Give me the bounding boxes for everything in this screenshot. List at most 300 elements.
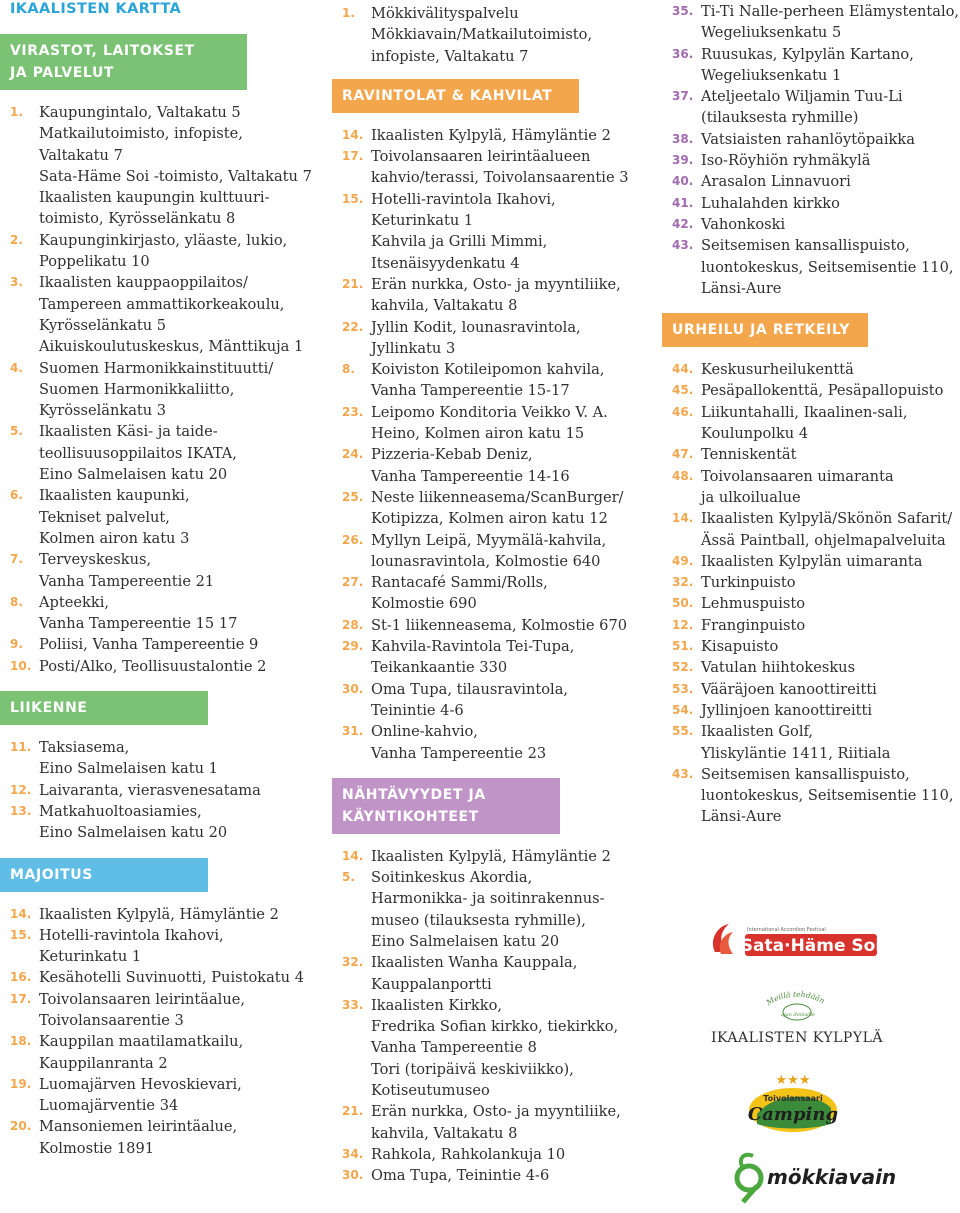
item-line: Kolmostie 690 — [371, 595, 477, 613]
item-line: Turkinpuisto — [701, 574, 796, 592]
item-line: Eino Salmelaisen katu 20 — [39, 466, 228, 484]
item-number: 14. — [342, 127, 364, 142]
list-item — [332, 846, 662, 867]
list-item — [662, 380, 960, 401]
list-item — [332, 679, 662, 722]
item-text — [39, 102, 325, 230]
list-item — [662, 359, 960, 380]
item-line: toimisto, Kyrösselänkatu 8 — [39, 210, 236, 228]
section — [332, 79, 662, 764]
item-text — [371, 615, 662, 636]
camping-top-text: Toivolansaari — [763, 1094, 823, 1103]
item-line: Länsi-Aure — [701, 279, 782, 297]
item-number: 3. — [10, 275, 23, 290]
section-header — [332, 778, 560, 834]
item-number: 9. — [10, 637, 23, 652]
item-text — [371, 1165, 662, 1186]
list-item — [662, 171, 960, 192]
item-text — [39, 230, 325, 273]
list-item — [0, 801, 325, 844]
item-number: 21. — [342, 1104, 364, 1119]
item-number: 50. — [672, 596, 694, 611]
section-header-line: LIIKENNE — [10, 700, 88, 717]
item-text — [701, 193, 960, 214]
item-line: Aikuiskoulutuskeskus, Mänttikuja 1 — [39, 338, 304, 356]
item-line: Kotiseutumuseo — [371, 1082, 490, 1100]
item-number: 15. — [342, 191, 364, 206]
item-line: Ikaalisten Käsi- ja taide- — [39, 423, 218, 441]
item-number: 27. — [342, 575, 364, 590]
sata-hame-soi-logo — [705, 918, 885, 960]
item-line: Eino Salmelaisen katu 20 — [371, 932, 560, 950]
item-line: Kesähotelli Suvinuotti, Puistokatu 4 — [39, 969, 304, 987]
list-item — [662, 700, 960, 721]
item-line: Arasalon Linnavuori — [701, 173, 851, 191]
item-line: Kahvila ja Grilli Mimmi, — [371, 233, 548, 251]
item-text — [39, 272, 325, 357]
svg-text:Meillä tehdään — [764, 990, 827, 1008]
item-text — [39, 925, 325, 968]
list-item — [332, 487, 662, 530]
item-line: Harmonikka- ja soitinrakennus- — [371, 890, 605, 908]
item-line: (tilauksesta ryhmille) — [701, 109, 859, 127]
item-text — [701, 636, 960, 657]
camping-stars: ★★★ — [775, 1073, 811, 1088]
list-item — [332, 317, 662, 360]
item-line: Mökkivälityspalvelu — [371, 5, 519, 22]
item-line: Länsi-Aure — [701, 808, 782, 826]
column-2 — [332, 3, 662, 1187]
item-text — [701, 593, 960, 614]
list-item — [662, 572, 960, 593]
item-line: Kyrösselänkatu 3 — [39, 402, 167, 420]
item-text — [701, 721, 960, 764]
item-line: Terveyskeskus, — [39, 551, 152, 569]
item-number: 14. — [10, 906, 32, 921]
list-item — [662, 593, 960, 614]
item-number: 28. — [342, 617, 364, 632]
column-3 — [662, 1, 960, 828]
item-line: Vanha Tampereentie 8 — [371, 1039, 537, 1057]
list-item — [0, 1116, 325, 1159]
item-line: Seitsemisen kansallispuisto, — [701, 237, 910, 255]
item-line: Hotelli-ravintola Ikahovi, — [39, 926, 224, 944]
item-number: 8. — [10, 594, 23, 609]
item-number: 17. — [342, 149, 364, 164]
item-line: Tenniskentät — [701, 446, 797, 464]
item-line: Iso-Röyhiön ryhmäkylä — [701, 152, 871, 170]
list-item — [0, 634, 325, 655]
item-number: 40. — [672, 174, 694, 189]
list-item — [662, 129, 960, 150]
item-line: Kaupunginkirjasto, yläaste, lukio, — [39, 231, 288, 249]
item-text — [701, 44, 960, 87]
item-number: 19. — [10, 1076, 32, 1091]
kylpyla-arc-text: Meillä tehdään — [764, 989, 827, 1008]
item-line: Liikuntahalli, Ikaalinen-sali, — [701, 403, 908, 421]
section-header — [0, 691, 208, 725]
item-number: 33. — [342, 997, 364, 1012]
item-line: Kyrösselänkatu 5 — [39, 316, 167, 334]
list-item — [332, 721, 662, 764]
list-item — [332, 530, 662, 573]
item-line: St-1 liikenneasema, Kolmostie 670 — [371, 616, 628, 634]
section — [332, 778, 662, 1187]
item-number: 6. — [10, 488, 23, 503]
item-number: 43. — [672, 766, 694, 781]
item-text — [39, 421, 325, 485]
item-text — [371, 530, 662, 573]
item-text — [701, 508, 960, 551]
list-item — [0, 737, 325, 780]
section-header-line: RAVINTOLAT & KAHVILAT — [342, 87, 553, 104]
item-line: Kaupungintalo, Valtakatu 5 — [39, 104, 241, 121]
item-line: Itsenäisyydenkatu 4 — [371, 254, 520, 272]
item-text — [371, 146, 662, 189]
item-text — [371, 572, 662, 615]
item-number: 53. — [672, 681, 694, 696]
item-line: Vatulan hiihtokeskus — [701, 659, 856, 677]
item-text — [371, 444, 662, 487]
item-line: Ikaalisten kaupungin kulttuuri- — [39, 189, 270, 207]
mokkiavain-text: mökkiavain — [767, 1165, 897, 1189]
item-line: Jyllinjoen kanoottireitti — [701, 701, 873, 719]
item-text — [701, 764, 960, 828]
item-line: Kotipizza, Kolmen airon katu 12 — [371, 510, 608, 528]
item-number: 46. — [672, 404, 694, 419]
item-line: Vanha Tampereentie 15-17 — [371, 382, 570, 400]
item-text — [701, 235, 960, 299]
item-line: Wegeliuksenkatu 1 — [701, 66, 842, 84]
item-line: Seitsemisen kansallispuisto, — [701, 765, 910, 783]
item-number: 22. — [342, 319, 364, 334]
mokkiavain-logo — [733, 1150, 897, 1206]
item-text — [701, 444, 960, 465]
item-text — [39, 634, 325, 655]
section-header — [0, 858, 208, 892]
item-number: 1. — [342, 6, 355, 20]
list-item — [332, 867, 662, 952]
item-line: Matkahuoltoasiamies, — [39, 802, 202, 820]
item-line: Fredrika Sofian kirkko, tiekirkko, — [371, 1018, 619, 1036]
item-text — [371, 846, 662, 867]
section — [332, 3, 662, 67]
item-number: 26. — [342, 532, 364, 547]
item-number: 15. — [10, 927, 32, 942]
sata-hame-soi-small-text: International Accordion Festival — [747, 927, 826, 933]
list-item — [662, 444, 960, 465]
item-number: 14. — [342, 848, 364, 863]
item-line: Pesäpallokenttä, Pesäpallopuisto — [701, 382, 944, 400]
item-line: Oma Tupa, Teinintie 4-6 — [371, 1167, 550, 1185]
item-text — [371, 1101, 662, 1144]
item-text — [701, 615, 960, 636]
item-text — [371, 125, 662, 146]
item-line: Ässä Paintball, ohjelmapalveluita — [701, 531, 946, 549]
item-line: Vanha Tampereentie 14-16 — [371, 467, 570, 485]
item-line: Hotelli-ravintola Ikahovi, — [371, 190, 556, 208]
item-text — [701, 129, 960, 150]
item-text — [701, 679, 960, 700]
item-number: 12. — [10, 782, 32, 797]
item-line: Soitinkeskus Akordia, — [371, 869, 533, 887]
section — [0, 858, 325, 1160]
item-number: 32. — [342, 955, 364, 970]
item-number: 51. — [672, 639, 694, 654]
item-number: 45. — [672, 383, 694, 398]
list-item — [662, 679, 960, 700]
item-number: 24. — [342, 447, 364, 462]
item-line: museo (tilauksesta ryhmille), — [371, 911, 586, 929]
column-1 — [0, 31, 325, 1159]
item-number: 35. — [672, 4, 694, 18]
item-text — [39, 904, 325, 925]
list-item — [662, 721, 960, 764]
list-item — [0, 421, 325, 485]
item-line: Oma Tupa, tilausravintola, — [371, 680, 569, 698]
section — [0, 691, 325, 843]
item-line: luontokeskus, Seitsemisentie 110, — [701, 258, 954, 276]
section-header — [332, 79, 579, 113]
item-number: 5. — [342, 870, 355, 885]
list-item — [0, 780, 325, 801]
item-text — [39, 1031, 325, 1074]
item-line: Posti/Alko, Teollisuustalontie 2 — [39, 657, 267, 675]
item-line: Leipomo Konditoria Veikko V. A. — [371, 403, 608, 421]
item-number: 39. — [672, 153, 694, 168]
item-text — [371, 3, 662, 67]
list-item — [0, 989, 325, 1032]
list-item — [662, 214, 960, 235]
item-line: kahvio/terassi, Toivolansaarentie 3 — [371, 169, 629, 187]
item-text — [701, 171, 960, 192]
item-line: Jyllinkatu 3 — [371, 339, 456, 357]
item-line: Rantacafé Sammi/Rolls, — [371, 574, 548, 592]
list-item — [0, 230, 325, 273]
item-line: Ikaalisten Golf, — [701, 723, 814, 741]
list-item — [332, 1165, 662, 1186]
list-item — [332, 615, 662, 636]
list-item — [0, 925, 325, 968]
item-line: Taksiasema, — [39, 739, 130, 757]
item-line: teollisuusoppilaitos IKATA, — [39, 444, 237, 462]
list-item — [332, 636, 662, 679]
item-number: 54. — [672, 702, 694, 717]
item-line: Matkailutoimisto, infopiste, — [39, 125, 243, 143]
list-item — [0, 549, 325, 592]
item-text — [39, 989, 325, 1032]
item-text — [39, 1116, 325, 1159]
item-line: Jyllin Kodit, lounasravintola, — [371, 318, 581, 336]
item-line: Kolmen airon katu 3 — [39, 529, 190, 547]
item-number: 31. — [342, 724, 364, 739]
item-line: Koulunpolku 4 — [701, 425, 809, 443]
item-text — [371, 721, 662, 764]
section — [662, 313, 960, 828]
item-line: ja ulkoilualue — [701, 488, 801, 506]
ikaalisten-kylpyla-logo — [705, 982, 887, 1048]
item-number: 47. — [672, 447, 694, 462]
item-number: 21. — [342, 276, 364, 291]
item-number: 34. — [342, 1146, 364, 1161]
section-header-line: JA PALVELUT — [10, 65, 115, 81]
item-text — [371, 402, 662, 445]
item-line: Teikankaantie 330 — [371, 659, 508, 677]
item-line: Eino Salmelaisen katu 20 — [39, 824, 228, 842]
item-number: 10. — [10, 658, 32, 673]
item-line: Ikaalisten Kylpylä, Hämyläntie 2 — [371, 847, 611, 865]
item-text — [39, 780, 325, 801]
item-number: 38. — [672, 131, 694, 146]
item-line: Keturinkatu 1 — [371, 212, 474, 230]
item-number: 23. — [342, 404, 364, 419]
item-line: Myllyn Leipä, Myymälä-kahvila, — [371, 531, 607, 549]
item-number: 4. — [10, 360, 23, 375]
item-number: 8. — [342, 362, 355, 377]
list-item — [662, 466, 960, 509]
item-line: Kauppalanportti — [371, 975, 492, 993]
list-item — [332, 189, 662, 274]
item-number: 29. — [342, 639, 364, 654]
list-item — [332, 572, 662, 615]
item-line: kahvila, Valtakatu 8 — [371, 1124, 518, 1142]
list-item — [662, 508, 960, 551]
section-header-line: VIRASTOT, LAITOKSET — [10, 43, 195, 59]
item-line: Teinintie 4-6 — [371, 701, 464, 719]
list-item — [332, 444, 662, 487]
list-item — [332, 995, 662, 1101]
list-item — [0, 967, 325, 988]
item-line: Poliisi, Vanha Tampereentie 9 — [39, 636, 259, 654]
item-number: 41. — [672, 195, 694, 210]
item-number: 55. — [672, 724, 694, 739]
item-number: 17. — [10, 991, 32, 1006]
list-item — [662, 615, 960, 636]
item-number: 36. — [672, 46, 694, 61]
list-item — [0, 485, 325, 549]
item-number: 30. — [342, 681, 364, 696]
list-item — [332, 274, 662, 317]
item-number: 1. — [10, 105, 23, 119]
item-number: 43. — [672, 238, 694, 253]
item-line: luontokeskus, Seitsemisentie 110, — [701, 787, 954, 805]
list-item — [0, 272, 325, 357]
item-text — [39, 656, 325, 677]
item-text — [39, 967, 325, 988]
item-line: Poppelikatu 10 — [39, 253, 150, 271]
list-item — [332, 1101, 662, 1144]
item-text — [701, 657, 960, 678]
list-item — [0, 656, 325, 677]
item-line: Luomajärventie 34 — [39, 1097, 179, 1115]
item-line: Ikaalisten Wanha Kauppala, — [371, 954, 578, 972]
list-item — [332, 1144, 662, 1165]
list-item — [662, 657, 960, 678]
item-line: Laivaranta, vierasvenesatama — [39, 781, 261, 799]
section-header-line: URHEILU JA RETKEILY — [672, 322, 851, 339]
item-line: Vahonkoski — [701, 215, 786, 233]
item-text — [371, 952, 662, 995]
list-item — [662, 150, 960, 171]
list-item — [0, 102, 325, 230]
item-text — [39, 1074, 325, 1117]
item-line: kahvila, Valtakatu 8 — [371, 297, 518, 315]
item-line: Online-kahvio, — [371, 723, 478, 741]
item-text — [371, 189, 662, 274]
item-line: Suomen Harmonikkaliitto, — [39, 380, 235, 398]
item-text — [701, 380, 960, 401]
item-text — [371, 1144, 662, 1165]
item-text — [371, 359, 662, 402]
item-number: 13. — [10, 803, 32, 818]
item-line: Ikaalisten Kylpylä, Hämyläntie 2 — [39, 905, 279, 923]
item-number: 25. — [342, 489, 364, 504]
item-number: 7. — [10, 552, 23, 567]
kylpyla-text: IKAALISTEN KYLPYLÄ — [710, 1030, 884, 1046]
item-line: Valtakatu 7 — [39, 146, 123, 164]
item-line: Toivolansaaren uimaranta — [701, 467, 894, 485]
item-text — [701, 700, 960, 721]
item-line: Eino Salmelaisen katu 1 — [39, 760, 218, 778]
list-item — [0, 1031, 325, 1074]
item-line: Kolmostie 1891 — [39, 1139, 155, 1157]
item-number: 52. — [672, 660, 694, 675]
item-number: 5. — [10, 424, 23, 439]
item-line: infopiste, Valtakatu 7 — [371, 47, 529, 65]
item-line: Kahvila-Ravintola Tei-Tupa, — [371, 638, 575, 656]
sata-hame-soi-text: Sata·Häme Soi — [740, 936, 882, 956]
item-line: Vanha Tampereentie 21 — [39, 572, 215, 590]
item-text — [39, 358, 325, 422]
camping-text: Camping — [747, 1104, 839, 1125]
item-line: Pizzeria-Kebab Deniz, — [371, 446, 533, 464]
item-text — [701, 466, 960, 509]
item-number: 2. — [10, 232, 23, 247]
item-line: Tampereen ammattikorkeakoulu, — [39, 295, 285, 313]
item-number: 48. — [672, 468, 694, 483]
item-number: 44. — [672, 362, 694, 377]
item-number: 12. — [672, 617, 694, 632]
list-item — [0, 358, 325, 422]
item-text — [701, 402, 960, 445]
page-title: IKAALISTEN KARTTA — [10, 1, 182, 17]
item-line: Neste liikenneasema/ScanBurger/ — [371, 488, 624, 506]
list-item — [332, 402, 662, 445]
item-text — [371, 636, 662, 679]
item-number: 20. — [10, 1119, 32, 1134]
list-item — [662, 402, 960, 445]
item-text — [701, 572, 960, 593]
section-header — [0, 34, 247, 90]
list-item — [662, 86, 960, 129]
list-item — [662, 235, 960, 299]
list-item — [662, 44, 960, 87]
list-item — [0, 904, 325, 925]
item-text — [371, 487, 662, 530]
item-line: Kauppilanranta 2 — [39, 1054, 168, 1072]
item-text — [39, 801, 325, 844]
item-line: Kauppilan maatilamatkailu, — [39, 1033, 244, 1051]
section — [0, 34, 325, 677]
list-item — [332, 359, 662, 402]
item-line: Mansoniemen leirintäalue, — [39, 1118, 238, 1136]
list-item — [332, 125, 662, 146]
item-text — [371, 274, 662, 317]
item-line: Luomajärven Hevoskievari, — [39, 1075, 242, 1093]
item-text — [701, 1, 960, 44]
item-line: Ikaalisten kauppaoppilaitos/ — [39, 274, 248, 292]
item-line: lounasravintola, Kolmostie 640 — [371, 552, 601, 570]
